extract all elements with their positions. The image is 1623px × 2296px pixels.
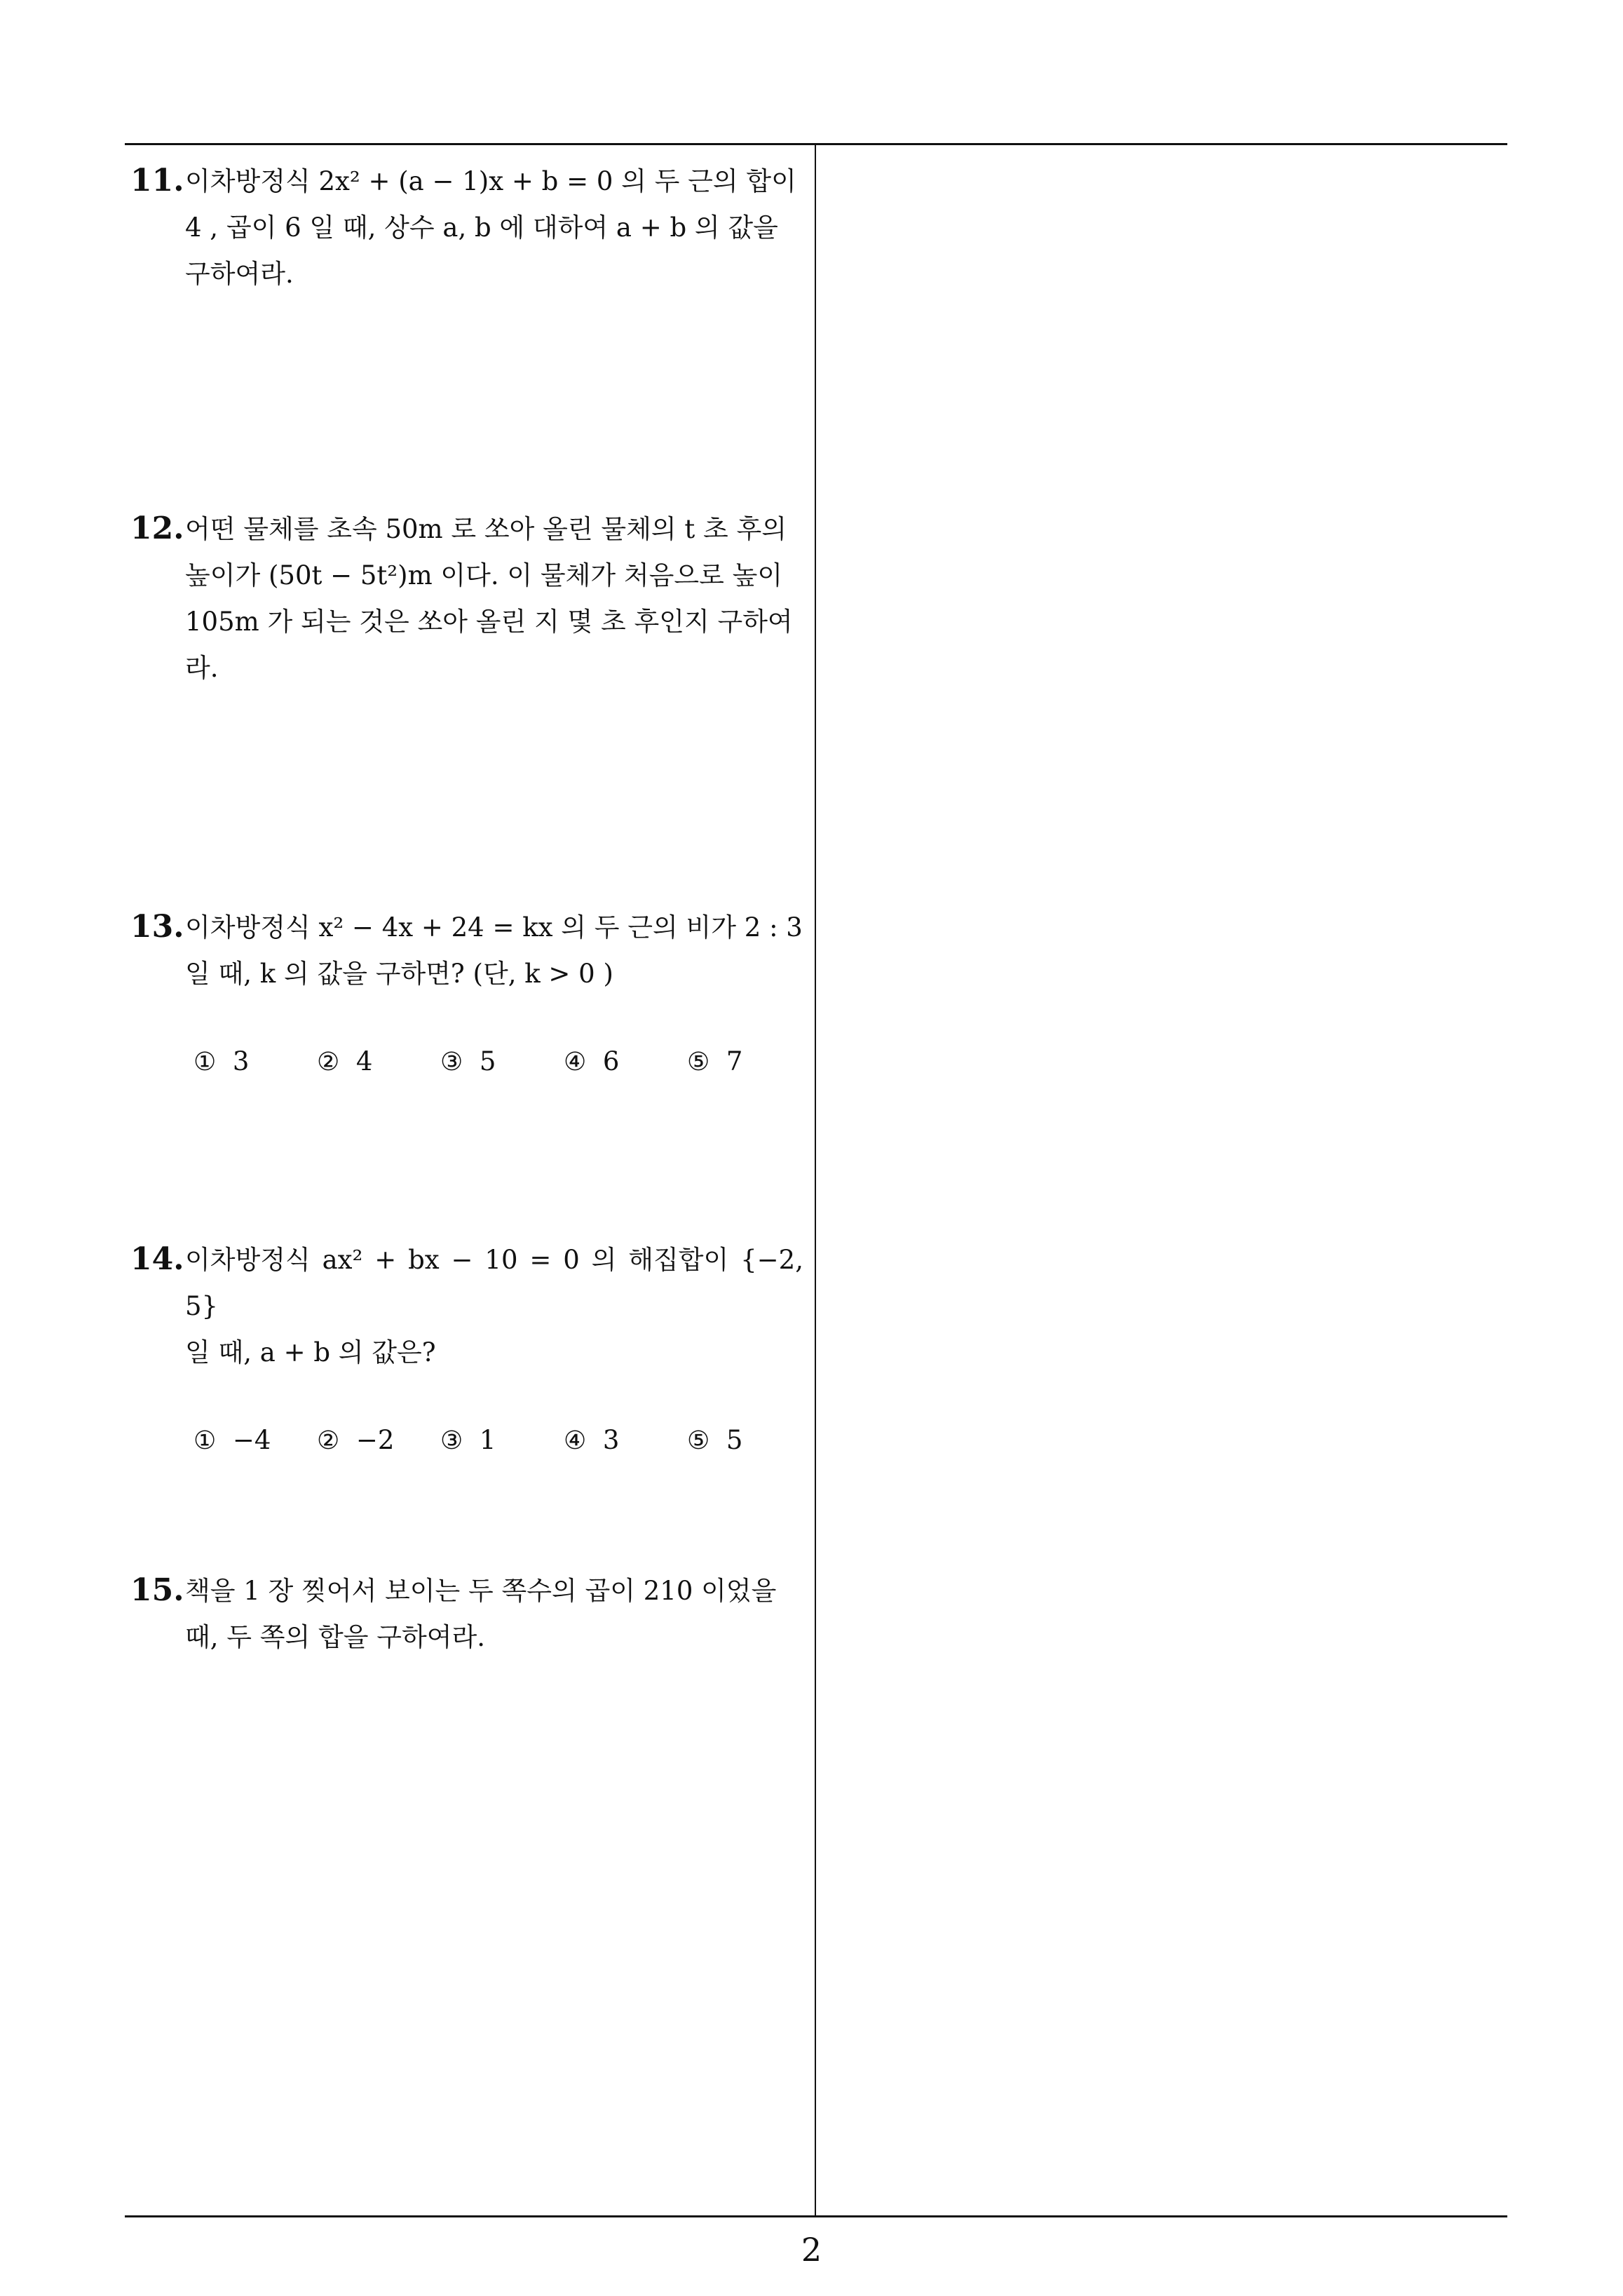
choice-value: 1 <box>479 1425 496 1455</box>
choice-value: −2 <box>355 1425 395 1455</box>
problem-line: 이차방정식 x² − 4x + 24 = kx 의 두 근의 비가 2 : 3 <box>185 912 803 943</box>
problem-15 <box>130 1568 803 1661</box>
choice-3[interactable] <box>440 1041 496 1083</box>
problem-line: 이차방정식 ax² + bx − 10 = 0 의 해집합이 {−2, 5} <box>185 1245 803 1321</box>
problem-line: 라. <box>185 653 219 683</box>
choice-mark: ② <box>317 1426 340 1455</box>
choice-mark: ③ <box>440 1048 463 1076</box>
problem-number: 13. <box>130 909 184 945</box>
choice-value: 7 <box>726 1046 743 1076</box>
problem-line: 일 때, k 의 값을 구하면? (단, k > 0 ) <box>185 959 613 989</box>
choice-4[interactable] <box>564 1419 619 1462</box>
problem-12 <box>130 506 803 691</box>
problem-line: 4 , 곱이 6 일 때, 상수 a, b 에 대하여 a + b 의 값을 <box>185 212 778 243</box>
choice-mark: ① <box>193 1426 217 1455</box>
choice-value: 3 <box>602 1425 620 1455</box>
choice-5[interactable] <box>687 1041 742 1083</box>
choice-value: 5 <box>726 1425 743 1455</box>
choice-3[interactable] <box>440 1419 496 1462</box>
page-number: 2 <box>801 2231 822 2269</box>
column-divider <box>815 143 816 2217</box>
choice-mark: ④ <box>564 1048 587 1076</box>
problem-line: 구하여라. <box>185 259 294 289</box>
choice-1[interactable] <box>193 1041 249 1083</box>
answer-choices <box>193 1041 803 1083</box>
answer-choices <box>193 1419 803 1461</box>
choice-value: 3 <box>232 1046 250 1076</box>
problem-text <box>185 1568 803 1661</box>
problem-line: 책을 1 장 찢어서 보이는 두 쪽수의 곱이 210 이었을 <box>185 1576 777 1606</box>
choice-value: −4 <box>232 1425 271 1455</box>
problem-text <box>185 905 803 997</box>
choice-mark: ④ <box>564 1426 587 1455</box>
choice-mark: ② <box>317 1048 340 1076</box>
choice-2[interactable] <box>317 1419 394 1462</box>
problem-11 <box>130 158 803 297</box>
choice-1[interactable] <box>193 1419 271 1462</box>
problem-number: 15. <box>130 1572 184 1608</box>
choice-mark: ① <box>193 1048 217 1076</box>
problem-text <box>185 158 803 297</box>
choice-2[interactable] <box>317 1041 372 1083</box>
problem-text <box>185 1237 803 1376</box>
choice-value: 4 <box>355 1046 373 1076</box>
bottom-rule <box>125 2215 1507 2217</box>
choice-5[interactable] <box>687 1419 742 1462</box>
choice-mark: ⑤ <box>687 1426 710 1455</box>
problem-number: 12. <box>130 511 184 546</box>
problem-line: 때, 두 쪽의 합을 구하여라. <box>185 1622 485 1652</box>
choice-mark: ⑤ <box>687 1048 710 1076</box>
choice-value: 5 <box>479 1046 496 1076</box>
problem-line: 높이가 (50t − 5t²)m 이다. 이 물체가 처음으로 높이 <box>185 560 783 590</box>
choice-mark: ③ <box>440 1426 463 1455</box>
problem-text <box>185 506 803 691</box>
choice-value: 6 <box>602 1046 620 1076</box>
top-rule <box>125 143 1507 145</box>
problem-13 <box>130 905 803 1083</box>
problem-14 <box>130 1237 803 1461</box>
problem-number: 14. <box>130 1241 184 1277</box>
problem-line: 어떤 물체를 초속 50m 로 쏘아 올린 물체의 t 초 후의 <box>185 514 787 544</box>
choice-4[interactable] <box>564 1041 619 1083</box>
problem-line: 이차방정식 2x² + (a − 1)x + b = 0 의 두 근의 합이 <box>185 166 796 196</box>
problem-line: 일 때, a + b 의 값은? <box>185 1337 436 1368</box>
problem-number: 11. <box>130 163 184 198</box>
problem-line: 105m 가 되는 것은 쏘아 올린 지 몇 초 후인지 구하여 <box>185 607 793 637</box>
